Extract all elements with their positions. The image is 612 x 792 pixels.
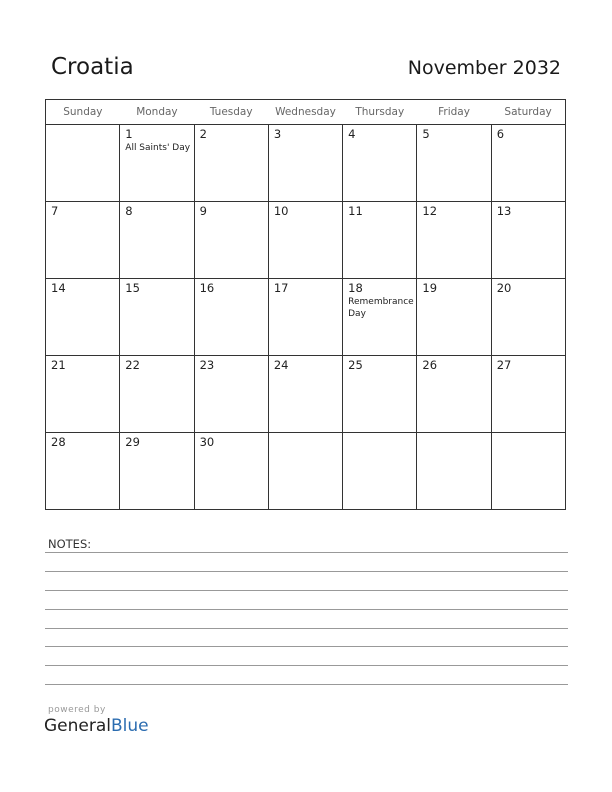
- day-number: 13: [496, 204, 512, 218]
- day-number: 14: [51, 281, 66, 295]
- notes-line: [45, 684, 568, 685]
- day-number: 1: [125, 127, 133, 141]
- calendar-day-cell: [417, 125, 491, 202]
- notes-line: [45, 646, 568, 647]
- calendar-day-cell: [491, 356, 565, 433]
- weekday-wednesday: Wednesday: [268, 100, 342, 125]
- calendar-day-cell: [268, 356, 342, 433]
- calendar-day-cell: [120, 433, 194, 510]
- calendar-empty-cell: [343, 433, 417, 510]
- day-number: 19: [422, 281, 438, 295]
- weekday-friday: Friday: [417, 100, 491, 125]
- weekday-monday: Monday: [120, 100, 194, 125]
- day-number: 15: [125, 281, 140, 295]
- day-number: 17: [273, 281, 289, 295]
- weekday-sunday: Sunday: [46, 100, 120, 125]
- calendar-day-cell: [46, 202, 120, 279]
- day-number: 27: [496, 358, 512, 372]
- calendar-day-cell: [194, 356, 268, 433]
- calendar-empty-cell: [417, 433, 491, 510]
- country-title: Croatia: [51, 54, 134, 80]
- day-number: 8: [125, 204, 133, 218]
- day-number: 28: [51, 435, 66, 449]
- day-number: 7: [51, 204, 59, 218]
- day-number: 29: [125, 435, 140, 449]
- calendar-day-cell: [46, 279, 120, 356]
- holiday-label: Remembrance Day: [348, 297, 414, 319]
- calendar-day-cell: [120, 279, 194, 356]
- day-number: 16: [199, 281, 215, 295]
- calendar-week-row: [46, 279, 566, 356]
- notes-line: [45, 590, 568, 591]
- day-number: 25: [348, 358, 363, 372]
- notes-line: [45, 609, 568, 610]
- calendar-day-cell: [268, 202, 342, 279]
- calendar-day-cell: [194, 279, 268, 356]
- day-number: 18: [348, 281, 363, 295]
- calendar-day-cell: [343, 279, 417, 356]
- day-number: 20: [496, 281, 512, 295]
- generalblue-logo: [44, 716, 149, 736]
- calendar-empty-cell: [491, 433, 565, 510]
- weekday-header-row: [46, 100, 566, 125]
- notes-line: [45, 571, 568, 572]
- calendar-day-cell: [417, 356, 491, 433]
- notes-line: [45, 628, 568, 629]
- powered-by-text: powered by: [48, 705, 106, 715]
- calendar-day-cell: [268, 279, 342, 356]
- notes-line: [45, 665, 568, 666]
- calendar-week-row: [46, 356, 566, 433]
- day-number: 24: [273, 358, 289, 372]
- calendar-day-cell: [417, 202, 491, 279]
- day-number: 5: [422, 127, 430, 141]
- day-number: 22: [125, 358, 140, 372]
- day-number: 21: [51, 358, 66, 372]
- calendar-week-row: [46, 202, 566, 279]
- day-number: 4: [348, 127, 356, 141]
- calendar-day-cell: [268, 125, 342, 202]
- calendar-day-cell: [491, 202, 565, 279]
- calendar-day-cell: [194, 202, 268, 279]
- calendar-empty-cell: [268, 433, 342, 510]
- month-year-title: November 2032: [407, 57, 561, 79]
- brand-blue: Blue: [111, 716, 149, 736]
- calendar-empty-cell: [46, 125, 120, 202]
- calendar-day-cell: [194, 125, 268, 202]
- calendar-grid: [45, 99, 566, 510]
- day-number: 9: [199, 204, 207, 218]
- calendar-day-cell: [343, 125, 417, 202]
- day-number: 12: [422, 204, 438, 218]
- calendar-day-cell: [46, 356, 120, 433]
- day-number: 10: [273, 204, 289, 218]
- day-number: 26: [422, 358, 438, 372]
- calendar-day-cell: [120, 125, 194, 202]
- day-number: 11: [348, 204, 363, 218]
- calendar-day-cell: [343, 356, 417, 433]
- brand-general: General: [44, 716, 111, 736]
- calendar-day-cell: [417, 279, 491, 356]
- calendar-day-cell: [120, 202, 194, 279]
- notes-line: [45, 552, 568, 553]
- calendar-week-row: [46, 125, 566, 202]
- calendar-week-row: [46, 433, 566, 510]
- calendar-day-cell: [343, 202, 417, 279]
- day-number: 6: [496, 127, 505, 141]
- weekday-tuesday: Tuesday: [194, 100, 268, 125]
- day-number: 23: [199, 358, 215, 372]
- day-number: 3: [273, 127, 282, 141]
- calendar-day-cell: [491, 125, 565, 202]
- day-number: 2: [199, 127, 207, 141]
- notes-label: NOTES:: [48, 537, 92, 551]
- weekday-saturday: Saturday: [491, 100, 565, 125]
- day-number: 30: [199, 435, 215, 449]
- weekday-thursday: Thursday: [343, 100, 417, 125]
- calendar-day-cell: [491, 279, 565, 356]
- calendar-day-cell: [46, 433, 120, 510]
- calendar-day-cell: [120, 356, 194, 433]
- holiday-label: All Saints' Day: [125, 143, 191, 153]
- calendar-day-cell: [194, 433, 268, 510]
